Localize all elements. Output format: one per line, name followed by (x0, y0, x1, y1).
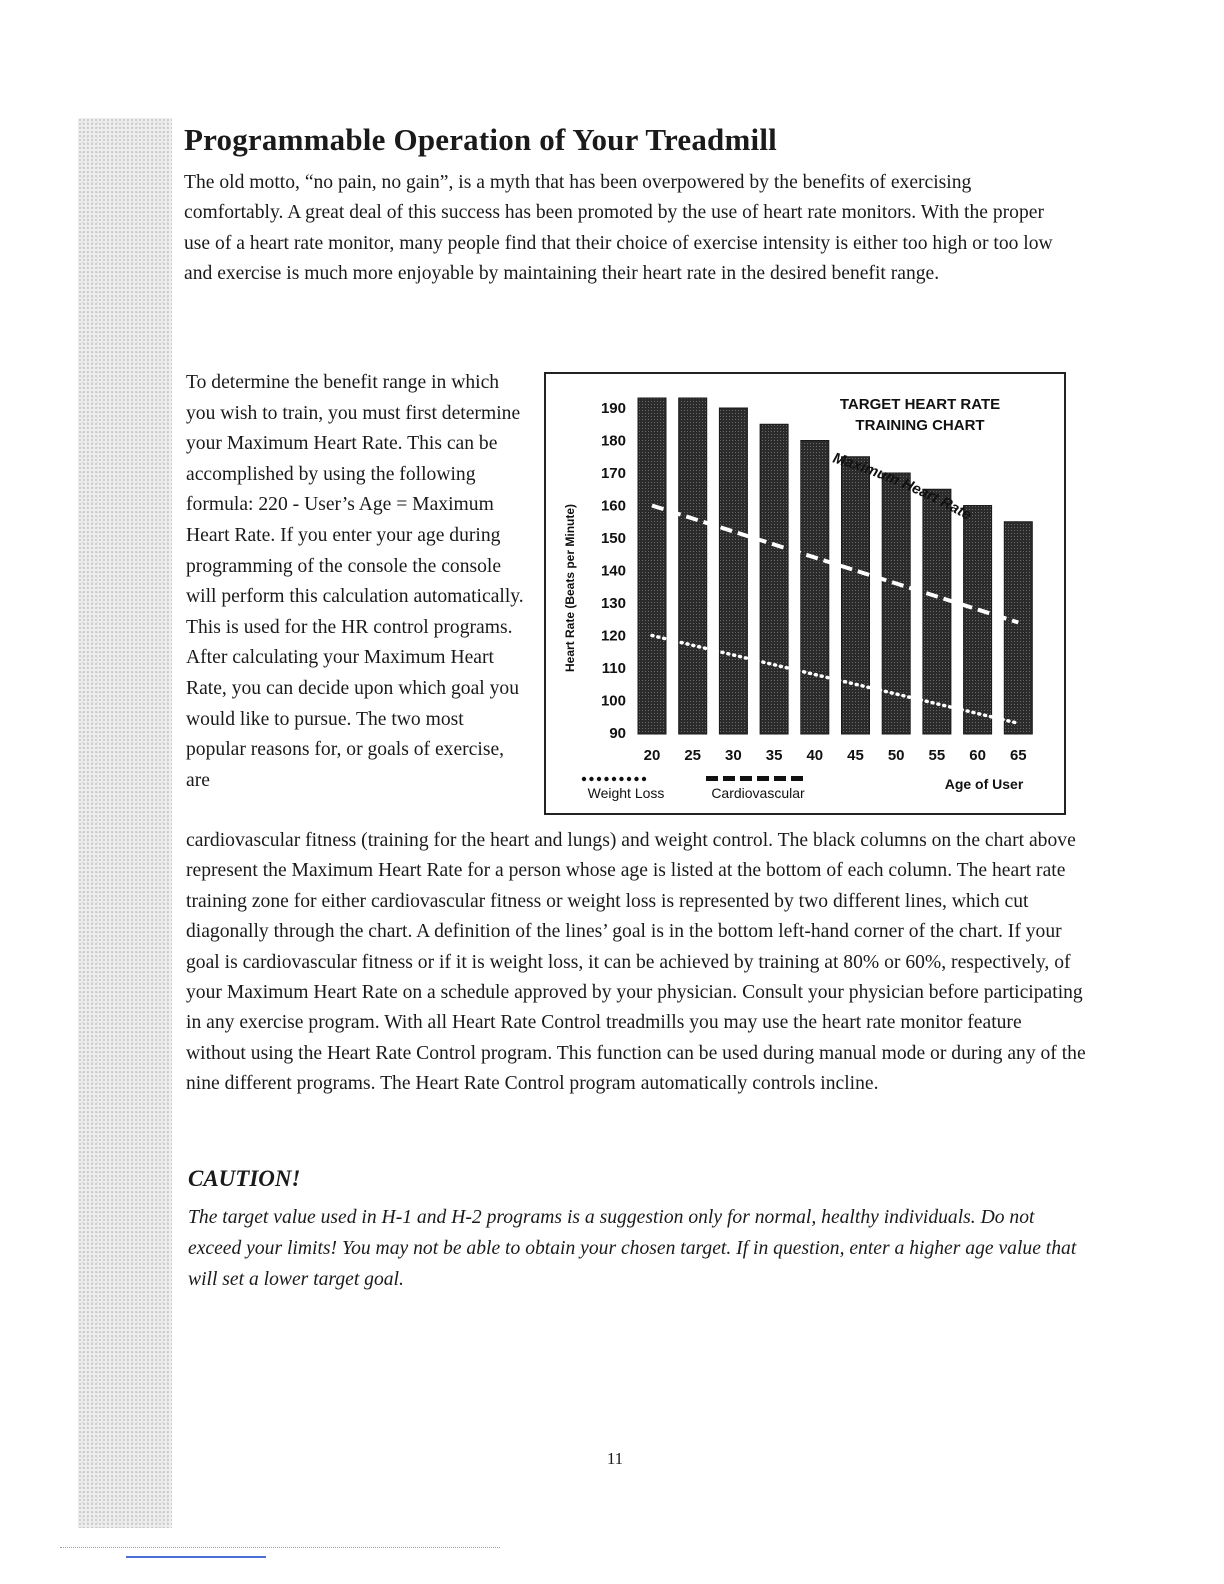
max-heart-rate-bar (760, 424, 788, 734)
y-tick-label: 130 (600, 595, 626, 612)
chart-svg (546, 374, 1064, 813)
x-tick-label: 20 (643, 747, 661, 764)
y-tick-label: 110 (601, 660, 626, 677)
body-continuation: cardiovascular fitness (training for the heart and lungs) and weight control. The black columns on the chart above represent the Maximum Heart Rate for a person whose age is listed at the bottom of each column. The heart rate training zone for either cardiovascular fitness or weight loss is represented by two different lines, which cut diagonally through the chart. A definition of the lines’ goal is in the bottom left-hand corner of the chart. If your goal is cardiovascular fitness or if it is weight loss, it can be achieved by training at 80% or 60%, respectively, of your Maximum Heart Rate on a schedule approved by your physician. Consult your physician before participating in any exercise program. With all Heart Rate Control treadmills you may use the heart rate monitor feature without using the Heart Rate Control program. This function can be used during manual mode or during any of the nine different programs. The Heart Rate Control program automatically controls incline. (186, 830, 1086, 1095)
x-tick-label: 35 (765, 747, 783, 764)
legend-cardiovascular-swatch (723, 776, 735, 781)
legend-cardiovascular-swatch (740, 776, 752, 781)
page-margin-texture (78, 118, 172, 1528)
y-tick-label: 120 (600, 627, 626, 645)
chart-x-axis-label: Age of User (944, 776, 1024, 792)
max-heart-rate-bar (638, 398, 666, 734)
y-tick-label: 160 (600, 497, 626, 515)
legend-weight-loss-swatch (612, 777, 616, 781)
legend-weight-loss-swatch (642, 777, 646, 781)
x-tick-label: 65 (1009, 747, 1027, 764)
max-heart-rate-bar (964, 506, 992, 735)
page-number: 11 (606, 1449, 624, 1468)
legend-weight-loss-swatch (634, 777, 638, 781)
x-tick-label: 40 (806, 747, 824, 764)
caution-text: The target value used in H-1 and H-2 programs is a suggestion only for normal, healthy individuals. Do not exceed your limits! You may not be able to obtain your chosen target. If in question, enter a higher age value that will set a lower target goal. (188, 1207, 1077, 1290)
caution-heading: CAUTION! (188, 1166, 301, 1191)
legend-cardiovascular-swatch (706, 776, 718, 781)
legend-cardiovascular-swatch (757, 776, 769, 781)
max-heart-rate-bar (842, 457, 870, 734)
max-heart-rate-bar (1004, 522, 1032, 734)
bottom-accent-line (126, 1556, 266, 1558)
legend-weight-loss-swatch (582, 777, 586, 781)
chart-title: TARGET HEART RATE (839, 396, 1001, 413)
max-heart-rate-bar (719, 408, 747, 734)
legend-weight-loss-swatch (604, 777, 608, 781)
y-tick-label: 180 (600, 432, 626, 450)
intro-paragraph: The old motto, “no pain, no gain”, is a myth that has been overpowered by the benefits of exercising comfortably. A great deal of this success has been promoted by the use of heart rate monitors. With the proper use of a heart rate monitor, many people find that their choice of exercise intensity is either too high or too low and exercise is much more enjoyable by maintaining their heart rate in the desired benefit range. (184, 172, 1053, 284)
bottom-rule (60, 1547, 500, 1548)
x-tick-label: 25 (684, 747, 702, 764)
y-tick-label: 150 (600, 530, 626, 547)
max-heart-rate-annotation-text: Maximum Heart Rate (830, 449, 975, 524)
x-tick-label: 50 (887, 747, 905, 764)
y-tick-label: 190 (600, 400, 626, 417)
y-tick-label: 100 (600, 692, 626, 710)
chart-y-axis-label: Heart Rate (Beats per Minute) (563, 503, 577, 673)
legend-weight-loss-label: Weight Loss (587, 785, 665, 801)
page-title: Programmable Operation of Your Treadmill (184, 122, 777, 157)
x-tick-label: 60 (969, 747, 986, 764)
legend-weight-loss-swatch (597, 777, 601, 781)
x-tick-label: 55 (928, 747, 946, 764)
legend-weight-loss-swatch (589, 777, 593, 781)
body-left-column: To determine the benefit range in which you wish to train, you must first determine your Maximum Heart Rate. This can be accomplished by using the following formula: 220 - User’s Age = Maximum Heart Rate. If you enter your age during programming of the console the console will perform this calculation automatically. This is used for the HR control programs. After calculating your Maximum Heart Rate, you can decide upon which goal you would like to pursue. The two most popular reasons for, or goals of exercise, are (186, 372, 524, 791)
y-tick-label: 90 (609, 725, 626, 742)
legend-weight-loss-swatch (627, 777, 631, 781)
max-heart-rate-bar (679, 398, 707, 734)
x-tick-label: 45 (847, 747, 864, 764)
target-heart-rate-chart (544, 372, 1066, 815)
chart-subtitle: TRAINING CHART (855, 417, 985, 434)
legend-cardiovascular-swatch (774, 776, 786, 781)
x-tick-label: 30 (725, 747, 742, 764)
max-heart-rate-bar (801, 441, 829, 735)
y-tick-label: 170 (600, 465, 626, 482)
legend-cardiovascular-label: Cardiovascular (711, 785, 805, 801)
y-tick-label: 140 (600, 562, 626, 580)
legend-weight-loss-swatch (619, 777, 623, 781)
max-heart-rate-bar (923, 489, 951, 734)
legend-cardiovascular-swatch (791, 776, 803, 781)
